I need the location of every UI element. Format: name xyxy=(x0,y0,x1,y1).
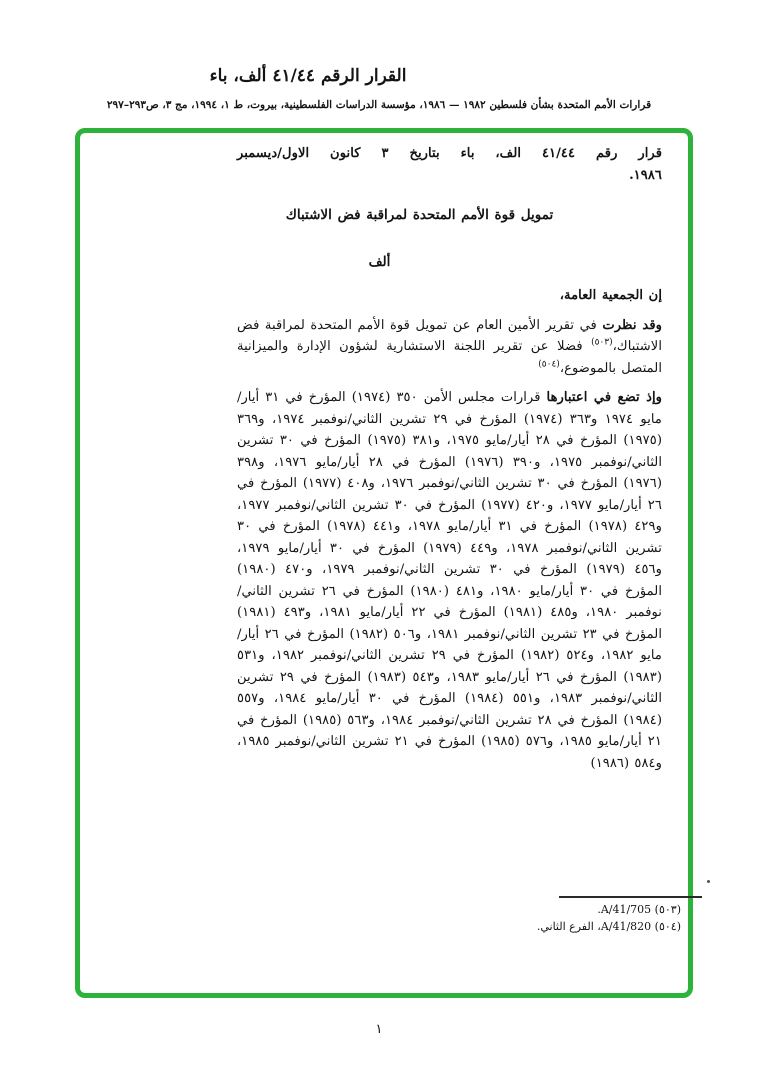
paragraph-lead: وإذ تضع في اعتبارها xyxy=(546,390,663,405)
footnote-reference-504: (٥٠٤) xyxy=(538,359,560,370)
paragraph-preamble: إن الجمعية العامة، xyxy=(559,288,662,303)
page-title: القرار الرقم ٤١/٤٤ ألف، باء xyxy=(209,66,407,86)
scan-artifact-dot xyxy=(707,880,710,883)
section-label-alif: ألف xyxy=(368,253,391,270)
footnote-504 xyxy=(537,919,681,936)
resolution-heading-line-2: ١٩٨٦. xyxy=(629,167,662,183)
footnote-separator-line xyxy=(559,896,702,898)
paragraph-having-considered xyxy=(237,315,662,380)
footnote-marker: (٥٠٣) xyxy=(654,903,681,916)
resolution-title: تمويل قوة الأمم المتحدة لمراقبة فض الاشتباك xyxy=(285,207,554,223)
resolution-body xyxy=(237,143,662,774)
footnote-text: A/41/820، الفرع الثاني. xyxy=(536,919,652,933)
paragraph-text: فضلا عن تقرير اللجنة الاستشارية لشؤون الإدارة والميزانية المتصل بالموضوع، xyxy=(237,339,662,376)
paragraph-bearing-in-mind xyxy=(237,387,662,774)
footnote-text: A/41/705. xyxy=(597,903,652,916)
resolution-heading-line-1: قرار رقم ٤١/٤٤ الف، باء بتاريخ ٣ كانون الاول/ديسمبر xyxy=(237,146,662,161)
footnote-503 xyxy=(537,902,681,919)
page-number: ١ xyxy=(375,1022,383,1037)
paragraph-text: قرارات مجلس الأمن ٣٥٠ (١٩٧٤) المؤرخ في ٣١ أيار/مايو ١٩٧٤ و٣٦٣ (١٩٧٤) المؤرخ في ٢٩ تشرين الثاني/نوفمبر ١٩٧٤، و٣٦٩ (١٩٧٥) المؤرخ في ٢٨ أيار/مايو ١٩٧٥، و٣٨١ (١٩٧٥) المؤرخ في ٣٠ تشرين الثاني/نوفمبر ١٩٧٥، و٣٩٠ (١٩٧٦) المؤرخ في ٢٨ أيار/مايو ١٩٧٦، و٣٩٨ (١٩٧٦) المؤرخ في ٣٠ تشرين الثاني/نوفمبر ١٩٧٦، و٤٠٨ (١٩٧٧) المؤرخ في ٢٦ أيار/مايو ١٩٧٧، و٤٢٠ (١٩٧٧) المؤرخ في ٣٠ تشرين الثاني/نوفمبر ١٩٧٧، و٤٢٩ (١٩٧٨) المؤرخ في ٣١ أيار/مايو ١٩٧٨، و٤٤١ (١٩٧٨) المؤرخ في ٣٠ تشرين الثاني/نوفمبر ١٩٧٨، و٤٤٩ (١٩٧٩) المؤرخ في ٣٠ أيار/مايو ١٩٧٩، و٤٥٦ (١٩٧٩) المؤرخ في ٣٠ تشرين الثاني/نوفمبر ١٩٧٩، و٤٧٠ (١٩٨٠) المؤرخ في ٣٠ أيار/مايو ١٩٨٠، و٤٨١ (١٩٨٠) المؤرخ في ٢٦ تشرين الثاني/نوفمبر ١٩٨٠، و٤٨٥ (١٩٨١) المؤرخ في ٢٢ أيار/مايو ١٩٨١، و٤٩٣ (١٩٨١) المؤرخ في ٢٣ تشرين الثاني/نوفمبر ١٩٨١، و٥٠٦ (١٩٨٢) المؤرخ في ٢٦ أيار/مايو ١٩٨٢، و٥٢٤ (١٩٨٢) المؤرخ في ٢٩ تشرين الثاني/نوفمبر ١٩٨٢، و٥٣١ (١٩٨٣) المؤرخ في ٢٦ أيار/مايو ١٩٨٣، و٥٤٣ (١٩٨٣) المؤرخ في ٢٩ تشرين الثاني/نوفمبر ١٩٨٣، و٥٥١ (١٩٨٤) المؤرخ في ٣٠ أيار/مايو ١٩٨٤، و٥٥٧ (١٩٨٤) المؤرخ في ٢٨ تشرين الثاني/نوفمبر ١٩٨٤، و٥٦٣ (١٩٨٥) المؤرخ في ٢١ أيار/مايو ١٩٨٥، و٥٧٦ (١٩٨٥) المؤرخ في ٢١ تشرين الثاني/نوفمبر ١٩٨٥، و٥٨٤ (١٩٨٦) xyxy=(237,390,663,771)
footnote-reference-503: (٥٠٣) xyxy=(591,337,613,348)
footnotes-block xyxy=(537,902,681,935)
paragraph-lead: وقد نظرت xyxy=(602,317,662,333)
paragraph-text: في تقرير الأمين العام عن تمويل قوة الأمم المتحدة لمراقبة فض الاشتباك، xyxy=(237,317,662,354)
source-citation: قرارات الأمم المتحدة بشأن فلسطين ١٩٨٢ — ١٩٨٦، مؤسسة الدراسات الفلسطينية، بيروت، ط ١، ١٩٩٤، مج ٣، ص٢٩٣–٢٩٧ xyxy=(106,99,652,111)
resolution-heading xyxy=(237,143,662,186)
footnote-marker: (٥٠٤) xyxy=(654,919,681,933)
